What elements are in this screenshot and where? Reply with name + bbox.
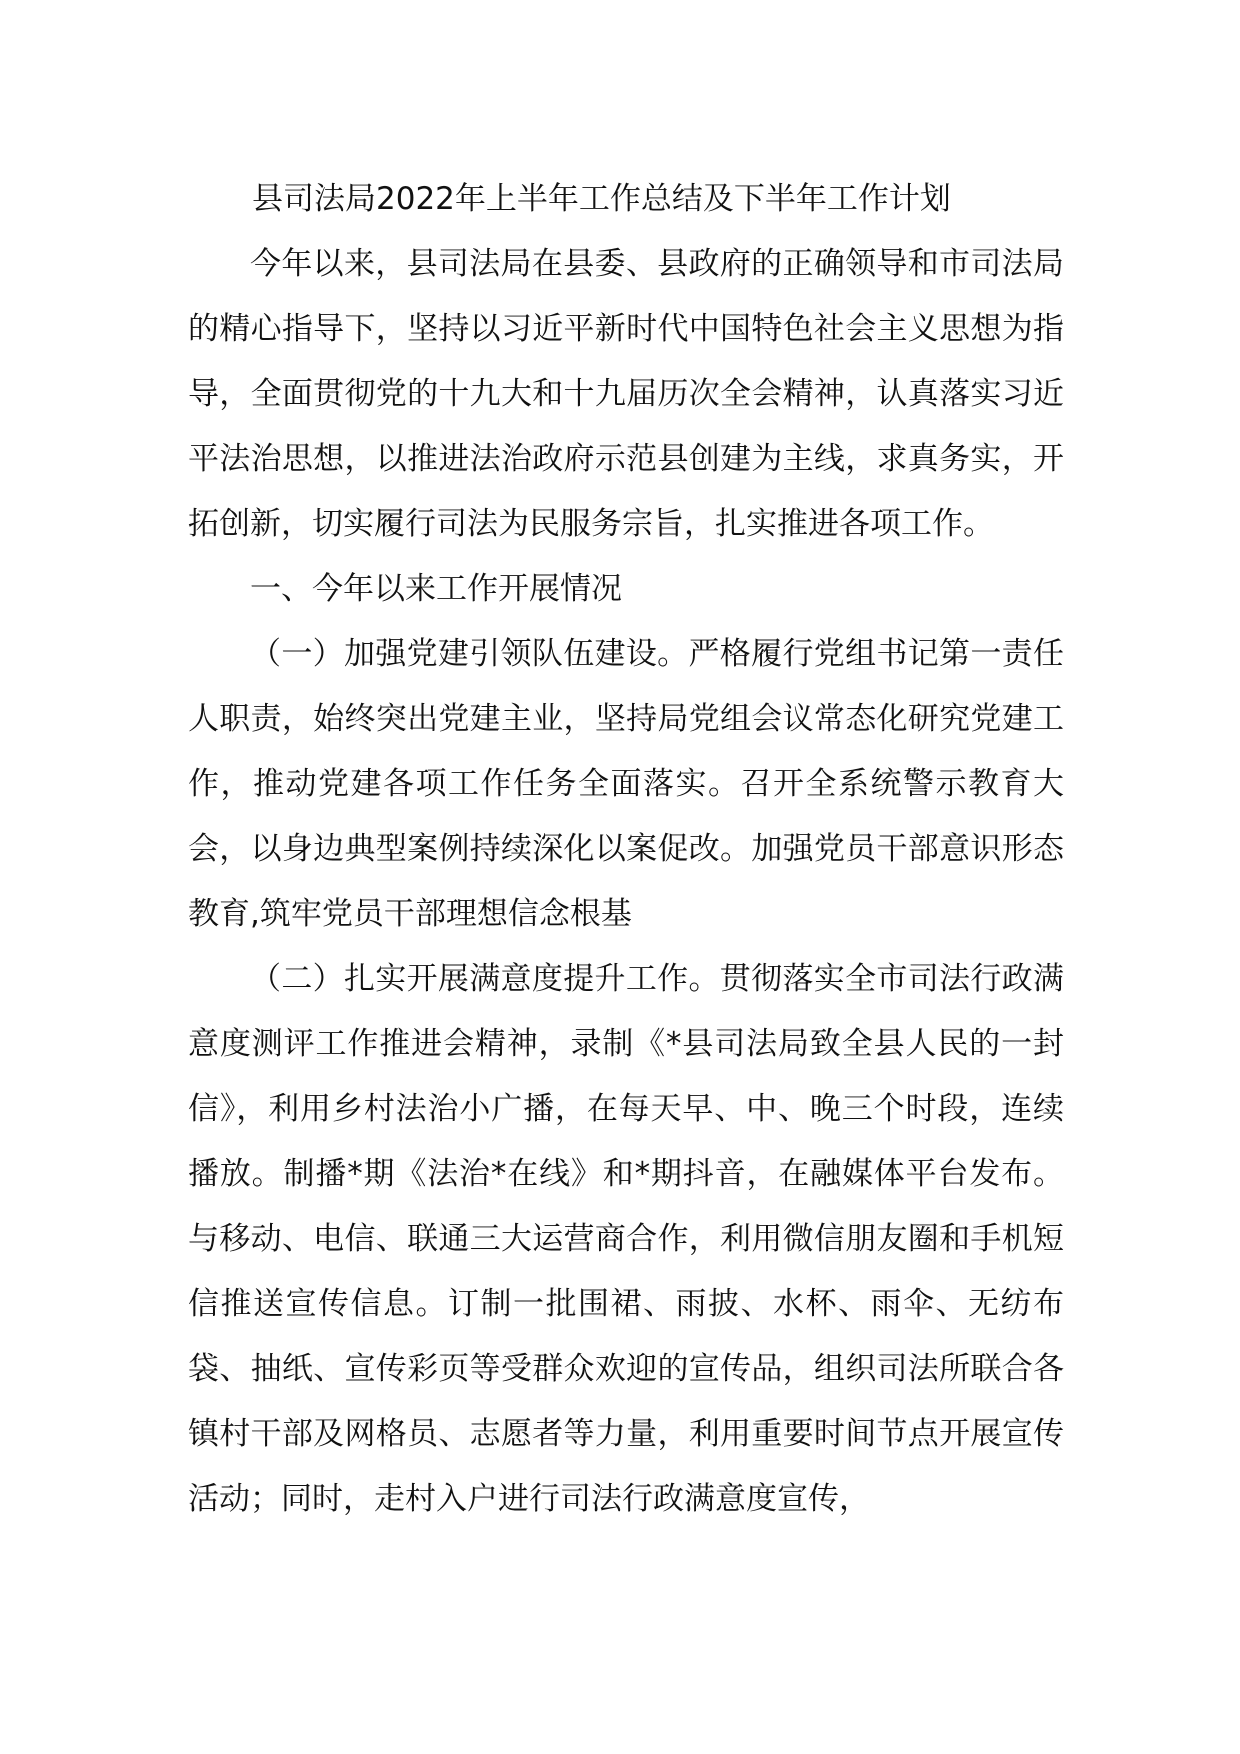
item-2-paragraph: （二）扎实开展满意度提升工作。贯彻落实全市司法行政满意度测评工作推进会精神，录制《*县司法局致全县人民的一封信》，利用乡村法治小广播，在每天早、中、晚三个时段，连续播放。制播*期《法治*在线》和*期抖音，在融媒体平台发布。与移动、电信、联通三大运营商合作，利用微信朋友圈和手机短信推送宣传信息。订制一批围裙、雨披、水杯、雨伞、无纺布袋、抽纸、宣传彩页等受群众欢迎的宣传品，组织司法所联合各镇村干部及网格员、志愿者等力量，利用重要时间节点开展宣传活动；同时，走村入户进行司法行政满意度宣传， [188,961,1064,1517]
item-1-paragraph: （一）加强党建引领队伍建设。严格履行党组书记第一责任人职责，始终突出党建主业，坚持局党组会议常态化研究党建工作，推动党建各项工作任务全面落实。召开全系统警示教育大会，以身边典型案例持续深化以案促改。加强党员干部意识形态教育,筑牢党员干部理想信念根基 [188,636,1064,932]
intro-paragraph: 今年以来，县司法局在县委、县政府的正确领导和市司法局的精心指导下，坚持以习近平新时代中国特色社会主义思想为指导，全面贯彻党的十九大和十九届历次全会精神，认真落实习近平法治思想，以推进法治政府示范县创建为主线，求真务实，开拓创新，切实履行司法为民服务宗旨，扎实推进各项工作。 [188,246,1064,542]
section-heading: 一、今年以来工作开展情况 [250,571,622,607]
document-title: 县司法局2022年上半年工作总结及下半年工作计划 [252,181,951,217]
document-body [188,167,1064,1532]
